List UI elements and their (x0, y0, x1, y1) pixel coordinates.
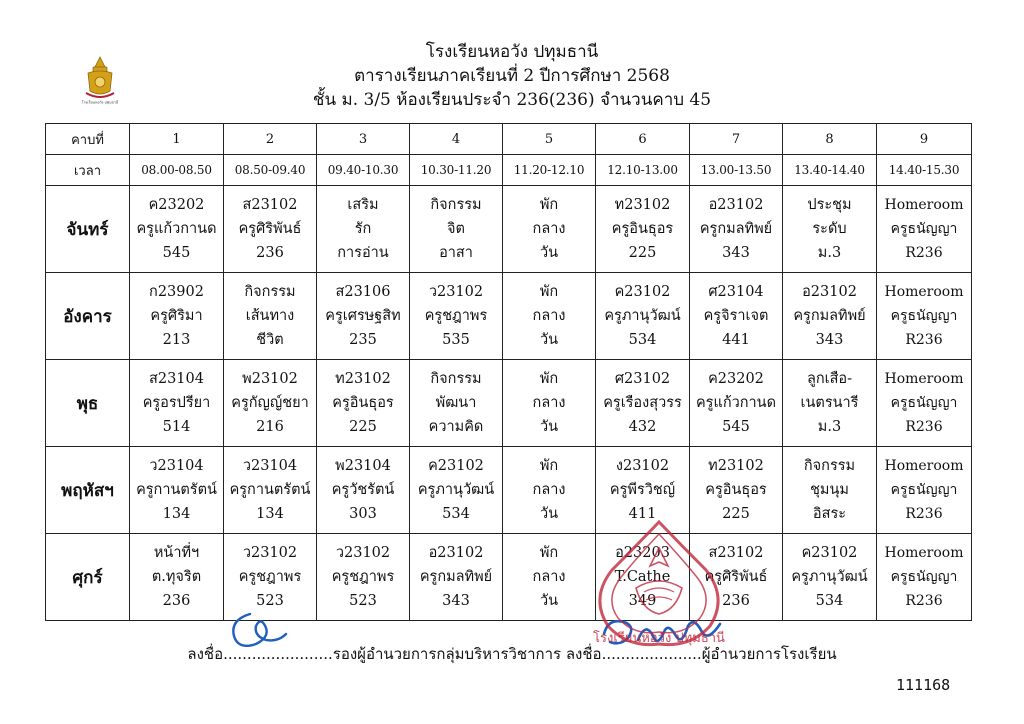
room-number: 225 (349, 419, 377, 435)
schedule-cell (503, 447, 596, 534)
subject-code: กิจกรรม (430, 197, 482, 213)
subject-code: Homeroom (884, 197, 964, 213)
teacher-name: ครูแก้วกานด (136, 221, 217, 237)
teacher-name: ครูวัชรัตน์ (331, 482, 395, 498)
teacher-name: กลาง (532, 308, 566, 324)
room-number: 523 (256, 593, 284, 609)
period-time: 08.50-09.40 (224, 155, 317, 186)
room-number: R236 (905, 332, 943, 348)
school-emblem-icon (78, 55, 122, 105)
room-number: 545 (162, 245, 191, 261)
subject-code: ส23106 (335, 284, 391, 300)
room-number: 534 (628, 332, 657, 348)
teacher-name: ครูจิราเจต (703, 308, 769, 324)
teacher-name: ครูธนัญญา (890, 569, 958, 585)
period-header-row (46, 124, 972, 155)
term-line: ตารางเรียนภาคเรียนที่ 2 ปีการศึกษา 2568 (354, 66, 670, 86)
teacher-name: ครูศิริพันธ์ (704, 569, 768, 585)
room-number: 523 (349, 593, 377, 609)
teacher-name: เส้นทาง (245, 308, 295, 324)
subject-code: กิจกรรม (244, 284, 296, 300)
room-number: 534 (442, 506, 470, 522)
subject-code: ลูกเสือ- (806, 371, 853, 387)
subject-code: หน้าที่ฯ (153, 545, 200, 561)
period-time: 12.10-13.00 (596, 155, 690, 186)
schedule-cell (224, 186, 317, 273)
room-number: R236 (905, 419, 943, 435)
teacher-name: จิต (447, 221, 465, 237)
subject-code: ศ23102 (614, 371, 671, 387)
period-number: 9 (877, 124, 972, 155)
schedule-cell (596, 273, 690, 360)
schedule-cell (224, 273, 317, 360)
schedule-cell (410, 360, 503, 447)
schedule-cell (877, 447, 972, 534)
day-row (46, 360, 972, 447)
teacher-name: ครูกมลทิพย์ (793, 308, 866, 324)
day-row (46, 273, 972, 360)
schedule-cell (410, 273, 503, 360)
period-time: 13.40-14.40 (783, 155, 877, 186)
period-number: 5 (503, 124, 596, 155)
subject-code: พ23104 (335, 458, 391, 474)
room-number: ชีวิต (256, 332, 284, 348)
subject-code: ท23102 (335, 371, 391, 387)
room-number: การอ่าน (337, 245, 389, 261)
period-number: 4 (410, 124, 503, 155)
subject-code: Homeroom (884, 458, 964, 474)
schedule-cell (690, 447, 783, 534)
schedule-cell (596, 447, 690, 534)
teacher-name: ครูอินธุอร (705, 482, 767, 498)
room-number: 134 (162, 506, 191, 522)
schedule-cell (690, 273, 783, 360)
room-number: วัน (539, 332, 559, 348)
teacher-name: เนตรนารี (800, 395, 859, 411)
subject-code: กิจกรรม (430, 371, 482, 387)
period-time: 09.40-10.30 (317, 155, 410, 186)
schedule-cell (224, 360, 317, 447)
room-number: R236 (905, 245, 943, 261)
subject-code: ก23902 (149, 284, 204, 300)
teacher-name: ครูอินธุอร (332, 395, 394, 411)
subject-code: ประชุม (807, 197, 852, 213)
teacher-name: ครูธนัญญา (890, 482, 958, 498)
room-number: 545 (722, 419, 750, 435)
period-time: 08.00-08.50 (130, 155, 224, 186)
room-number: ม.3 (817, 245, 842, 261)
teacher-name: ครูกมลทิพย์ (699, 221, 773, 237)
subject-code: ว23102 (242, 545, 298, 561)
schedule-cell (317, 360, 410, 447)
schedule-cell (596, 534, 690, 621)
day-row (46, 447, 972, 534)
teacher-name: กลาง (532, 395, 566, 411)
svg-text:โรงเรียนหอวัง ปทุมธานี: โรงเรียนหอวัง ปทุมธานี (81, 100, 119, 105)
period-number: 8 (783, 124, 877, 155)
teacher-name: ครูธนัญญา (890, 308, 958, 324)
subject-code: อ23102 (708, 197, 764, 213)
room-number: 514 (162, 419, 191, 435)
subject-code: ว23104 (149, 458, 204, 474)
teacher-name: ครูกัญญ์ชยา (231, 395, 309, 411)
schedule-cell (410, 186, 503, 273)
teacher-name: กลาง (532, 569, 566, 585)
teacher-name: ครูชฎาพร (424, 308, 488, 324)
schedule-cell (503, 534, 596, 621)
schedule-cell (596, 360, 690, 447)
room-number: R236 (905, 506, 943, 522)
schedule-cell (690, 186, 783, 273)
subject-code: ท23102 (614, 197, 671, 213)
room-number: 236 (162, 593, 191, 609)
teacher-name: กลาง (532, 482, 566, 498)
teacher-name: ครูศิริมา (150, 308, 203, 324)
teacher-name: กลาง (532, 221, 566, 237)
room-number: 432 (628, 419, 657, 435)
period-label: คาบที่ (46, 124, 130, 155)
room-number: 411 (628, 506, 657, 522)
room-number: วัน (539, 506, 559, 522)
day-label: จันทร์ (46, 186, 130, 273)
room-number: 349 (628, 593, 657, 609)
period-number: 3 (317, 124, 410, 155)
subject-code: Homeroom (884, 371, 964, 387)
period-time: 10.30-11.20 (410, 155, 503, 186)
subject-code: ว23102 (428, 284, 484, 300)
day-row (46, 186, 972, 273)
subject-code: เสริม (347, 197, 379, 213)
subject-code: พัก (539, 545, 559, 561)
period-number: 2 (224, 124, 317, 155)
subject-code: พัก (539, 458, 559, 474)
teacher-name: ครูภานุวัฒน์ (417, 482, 495, 498)
schedule-cell (783, 360, 877, 447)
room-number: 303 (349, 506, 377, 522)
room-number: 343 (815, 332, 844, 348)
subject-code: ค23102 (801, 545, 858, 561)
timetable (45, 123, 972, 621)
schedule-cell (503, 360, 596, 447)
schedule-cell (877, 273, 972, 360)
subject-code: ง23102 (615, 458, 670, 474)
schedule-cell (783, 447, 877, 534)
teacher-name: ชุมนุม (810, 482, 849, 498)
room-number: 343 (442, 593, 470, 609)
teacher-name: ครูศิริพันธ์ (238, 221, 302, 237)
svg-text:โรงเรียนหอวัง ปทุมธานี: โรงเรียนหอวัง ปทุมธานี (593, 631, 725, 646)
teacher-name: ครูเศรษฐสิท (325, 308, 401, 324)
schedule-cell (317, 534, 410, 621)
teacher-name: ครูพีรวิชญ์ (609, 482, 676, 498)
subject-code: Homeroom (884, 545, 964, 561)
schedule-cell (783, 534, 877, 621)
subject-code: พัก (539, 284, 559, 300)
subject-code: อ23102 (802, 284, 857, 300)
teacher-name: ครูอินธุอร (611, 221, 674, 237)
room-number: วัน (539, 245, 559, 261)
subject-code: ส23102 (242, 197, 298, 213)
teacher-name: ครูภานุวัฒน์ (791, 569, 868, 585)
subject-code: อ23102 (428, 545, 484, 561)
schedule-cell (130, 447, 224, 534)
period-number: 7 (690, 124, 783, 155)
schedule-cell (224, 447, 317, 534)
room-number: อิสระ (812, 506, 847, 522)
subject-code: ส23102 (708, 545, 764, 561)
schedule-cell (783, 273, 877, 360)
period-number: 1 (130, 124, 224, 155)
room-number: R236 (905, 593, 943, 609)
day-label: พุธ (46, 360, 130, 447)
schedule-cell (783, 186, 877, 273)
teacher-name: ครูกมลทิพย์ (419, 569, 493, 585)
teacher-name: ครูชฎาพร (238, 569, 302, 585)
teacher-name: ครูธนัญญา (890, 395, 958, 411)
teacher-name: ครูชฎาพร (331, 569, 395, 585)
subject-code: ว23104 (242, 458, 298, 474)
day-row (46, 534, 972, 621)
period-time: 14.40-15.30 (877, 155, 972, 186)
room-number: 235 (349, 332, 377, 348)
teacher-name: ระดับ (812, 221, 847, 237)
room-number: 134 (256, 506, 284, 522)
schedule-cell (130, 186, 224, 273)
room-number: 236 (722, 593, 750, 609)
teacher-name: พัฒนา (435, 395, 477, 411)
teacher-name: ครูภานุวัฒน์ (604, 308, 681, 324)
room-number: 236 (256, 245, 284, 261)
room-number: 225 (628, 245, 657, 261)
day-label: ศุกร์ (46, 534, 130, 621)
subject-code: ค23102 (614, 284, 671, 300)
room-number: ม.3 (817, 419, 842, 435)
teacher-name: T.Cathe (614, 569, 671, 585)
room-number: วัน (539, 593, 559, 609)
period-number: 6 (596, 124, 690, 155)
room-number: 441 (722, 332, 750, 348)
schedule-cell (317, 186, 410, 273)
document-number: 111168 (896, 676, 951, 694)
schedule-cell (317, 447, 410, 534)
room-number: 535 (442, 332, 470, 348)
teacher-name: ครูกานตรัตน์ (229, 482, 311, 498)
teacher-name: ครูแก้วกานด (695, 395, 776, 411)
schedule-cell (224, 534, 317, 621)
schedule-cell (130, 534, 224, 621)
class-line: ชั้น ม. 3/5 ห้องเรียนประจำ 236(236) จำนวนคาบ 45 (312, 90, 712, 110)
teacher-name: ต.ทุจริต (151, 569, 202, 585)
schedule-cell (503, 273, 596, 360)
schedule-cell (877, 534, 972, 621)
subject-code: Homeroom (884, 284, 964, 300)
subject-code: พ23102 (242, 371, 298, 387)
room-number: 343 (722, 245, 750, 261)
schedule-cell (690, 534, 783, 621)
subject-code: ศ23104 (708, 284, 764, 300)
subject-code: ค23202 (708, 371, 764, 387)
room-number: 225 (722, 506, 750, 522)
schedule-cell (503, 186, 596, 273)
teacher-name: ครูอรปรียา (142, 395, 211, 411)
teacher-name: ครูธนัญญา (890, 221, 958, 237)
schedule-cell (877, 186, 972, 273)
day-label: พฤหัสฯ (46, 447, 130, 534)
period-time: 11.20-12.10 (503, 155, 596, 186)
day-label: อังคาร (46, 273, 130, 360)
document-header (0, 40, 1024, 112)
signature-line: ลงชื่อ.......................รองผู้อำนวยการกลุ่มบริหารวิชาการ ลงชื่อ.....................ผู้อำนวยการโรงเรียน (187, 645, 837, 663)
schedule-cell (410, 447, 503, 534)
subject-code: ค23102 (428, 458, 484, 474)
schedule-cell (410, 534, 503, 621)
schedule-cell (877, 360, 972, 447)
teacher-name: รัก (354, 221, 372, 237)
subject-code: กิจกรรม (803, 458, 856, 474)
subject-code: พัก (539, 197, 559, 213)
room-number: 213 (162, 332, 191, 348)
room-number: อาสา (439, 245, 473, 261)
room-number: ความคิด (428, 419, 484, 435)
subject-code: พัก (539, 371, 559, 387)
schedule-cell (317, 273, 410, 360)
room-number: 534 (815, 593, 844, 609)
room-number: 216 (256, 419, 284, 435)
room-number: วัน (539, 419, 559, 435)
time-label: เวลา (46, 155, 130, 186)
subject-code: ท23102 (708, 458, 764, 474)
subject-code: ส23104 (149, 371, 204, 387)
subject-code: ว23102 (335, 545, 391, 561)
time-header-row (46, 155, 972, 186)
period-time: 13.00-13.50 (690, 155, 783, 186)
subject-code: อ23203 (615, 545, 670, 561)
schedule-cell (690, 360, 783, 447)
teacher-name: ครูกานตรัตน์ (136, 482, 217, 498)
schedule-cell (130, 360, 224, 447)
teacher-name: ครูเรืองสุวรร (603, 395, 682, 411)
schedule-cell (130, 273, 224, 360)
schedule-cell (596, 186, 690, 273)
school-name: โรงเรียนหอวัง ปทุมธานี (425, 42, 599, 62)
subject-code: ค23202 (148, 197, 205, 213)
